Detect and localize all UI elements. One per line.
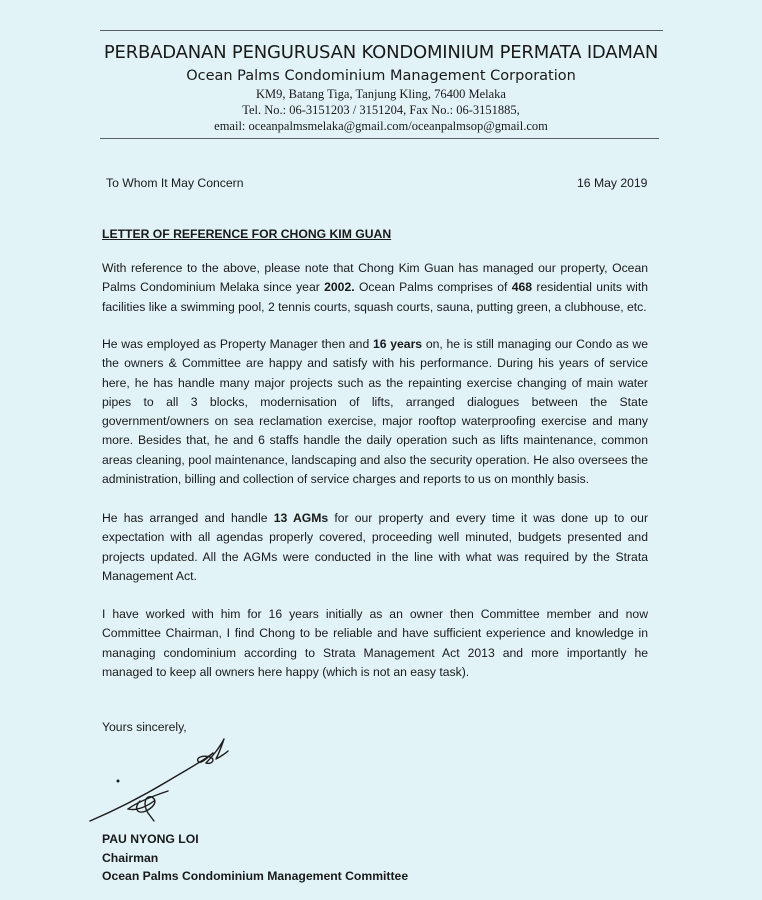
paragraph-recommendation: I have worked with him for 16 years initially as an owner then Committee member and now Committee Chairman, I find Chong to be reliable and have sufficient experience and knowledge in managing condominium according to Strata Management Act 2013 and more importantly he managed to keep all owners here happy (which is not an easy task).	[102, 607, 648, 679]
signature-icon	[88, 735, 238, 830]
units-highlight: 468	[511, 280, 533, 295]
signatory-block	[102, 830, 408, 886]
org-name-english: Ocean Palms Condominium Management Corporation	[186, 68, 576, 84]
paragraph-employment: He was employed as Property Manager then and 16 years on, he is still managing our Condo as we the owners & Committee are happy and satisfy with his performance. During his years of service here, he has handle many major projects such as the repainting exercise changing of main water pipes to all 3 blocks, modernisation of lifts, arranged dialogues between the State government/owners on sea reclamation exercise, major rooftop waterproofing exercise and many more. Besides that, he and 6 staffs handle the daily operation such as lifts maintenance, common areas cleaning, pool maintenance, landscaping and also the security operation. He also oversees the administration, billing and collection of service charges and reports to us on monthly basis.	[102, 337, 648, 487]
letterhead	[90, 40, 672, 134]
signatory-title: Chairman	[102, 850, 159, 865]
paragraph-introduction: With reference to the above, please note that Chong Kim Guan has managed our property, Ocean Palms Condominium Melaka since year 2002. Ocean Palms comprises of 468 residential units with facilities like a swimming pool, 2 tennis courts, squash courts, sauna, putting green, a clubhouse, etc.	[102, 261, 648, 314]
letterhead-top-rule	[100, 30, 663, 31]
signatory-organization: Ocean Palms Condominium Management Committee	[102, 869, 409, 883]
letter-subject: LETTER OF REFERENCE FOR CHONG KIM GUAN	[102, 227, 392, 241]
paragraph-agms: He has arranged and handle 13 AGMs for our property and every time it was done up to our expectation with all agendas properly covered, proceeding well minuted, budgets presented and projects updated. All the AGMs were conducted in the line with what was required by the Strata Management Act.	[102, 511, 649, 583]
letter-date: 16 May 2019	[577, 176, 648, 190]
letterhead-bottom-rule	[100, 138, 659, 139]
org-phone-fax: Tel. No.: 06-3151203 / 3151204, Fax No.: 06-3151885,	[242, 103, 520, 117]
org-email: email: oceanpalmsmelaka@gmail.com/oceanpalmsop@gmail.com	[214, 119, 548, 133]
signatory-name: PAU NYONG LOI	[102, 832, 199, 846]
org-name-malay: PERBADANAN PENGURUSAN KONDOMINIUM PERMATA IDAMAN	[103, 42, 659, 63]
years-highlight: 16 years	[372, 337, 423, 351]
org-address: KM9, Batang Tiga, Tanjung Kling, 76400 Melaka	[256, 87, 506, 101]
closing: Yours sincerely,	[102, 720, 187, 734]
salutation: To Whom It May Concern	[106, 176, 244, 190]
agms-highlight: 13 AGMs	[273, 511, 329, 525]
year-highlight: 2002.	[324, 280, 355, 295]
